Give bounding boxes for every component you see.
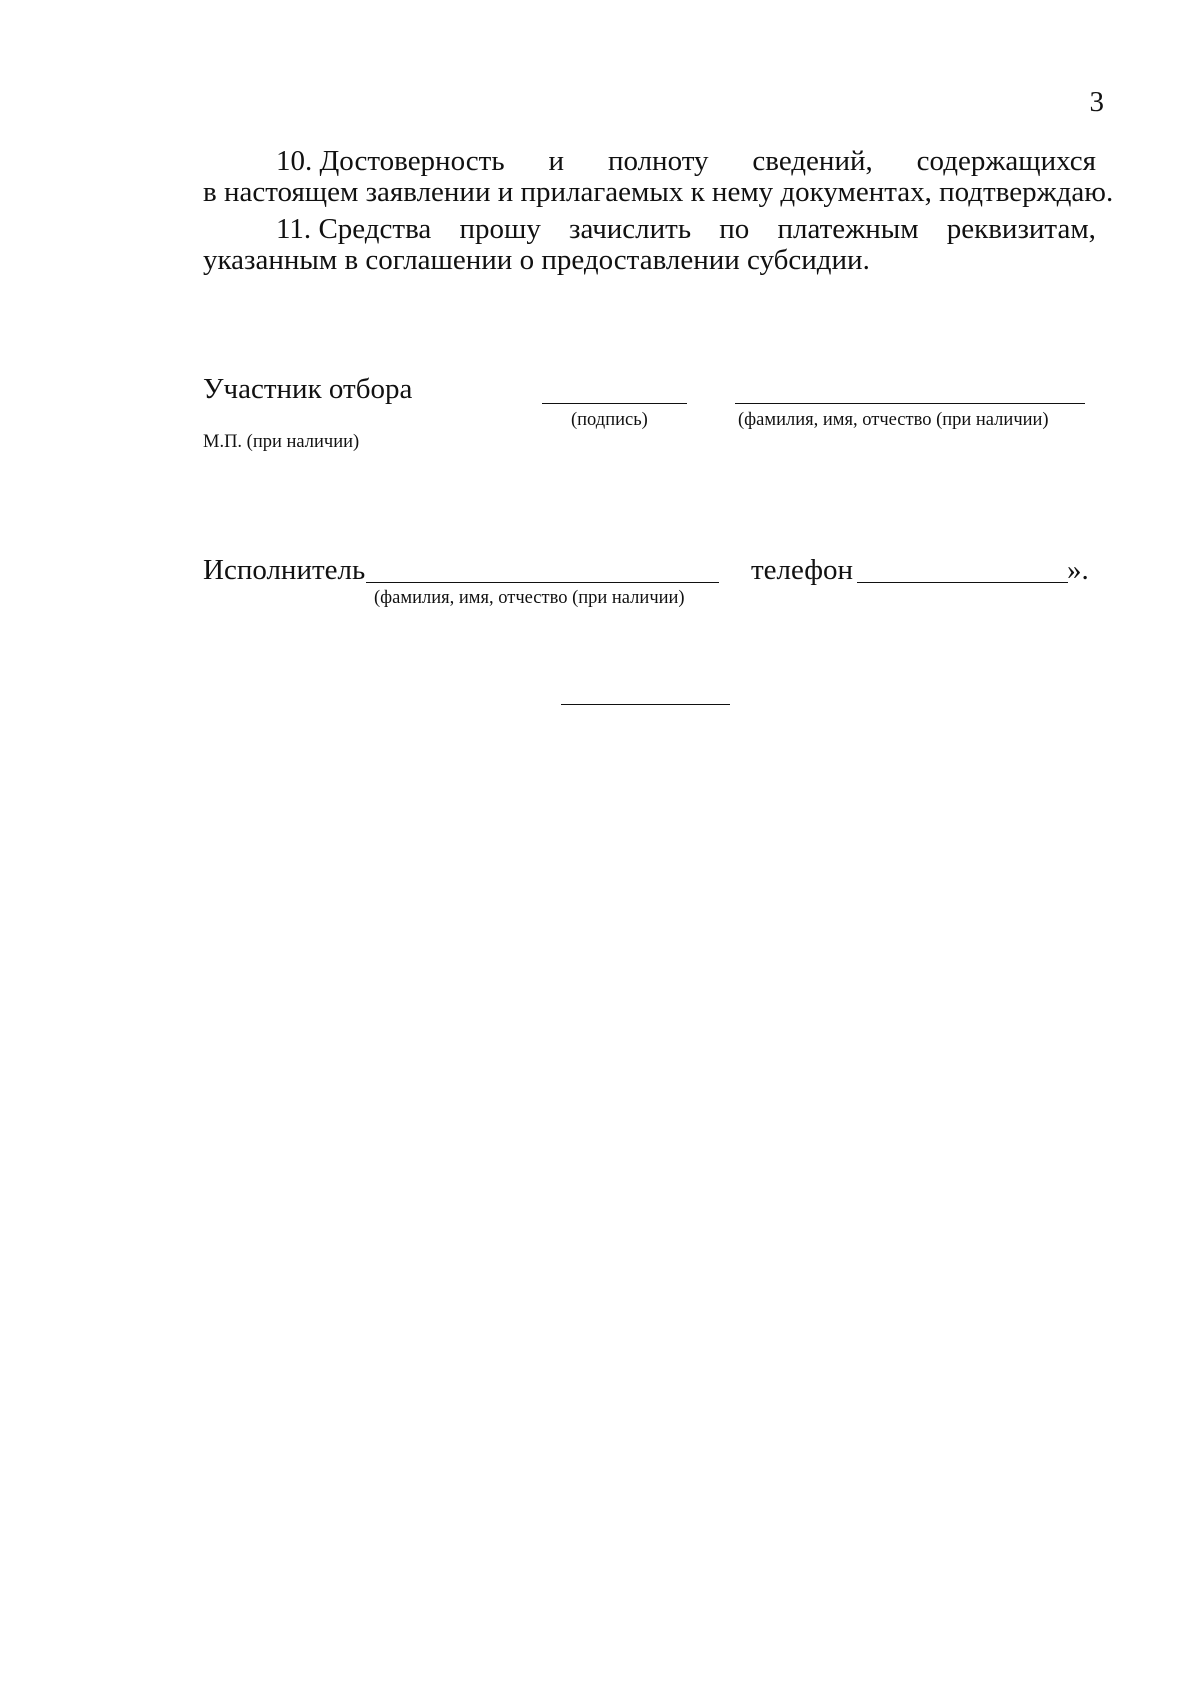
paragraph-number: 11. Средства <box>276 213 432 245</box>
paragraph-word: сведений, <box>752 145 873 177</box>
paragraph-word: прошу <box>459 213 541 245</box>
paragraph-word: полноту <box>607 145 709 177</box>
paragraph-number: 10. Достоверность <box>276 145 505 177</box>
signature-caption: (подпись) <box>571 410 648 430</box>
executor-name-caption: (фамилия, имя, отчество (при наличии) <box>374 588 685 608</box>
participant-name-caption: (фамилия, имя, отчество (при наличии) <box>738 410 1049 430</box>
paragraph-10-first-line <box>203 146 1096 177</box>
stamp-caption: М.П. (при наличии) <box>203 432 360 452</box>
page-number: 3 <box>1089 86 1104 118</box>
executor-name-line <box>366 582 719 583</box>
signature-line <box>542 403 687 404</box>
closing-quote: ». <box>1067 554 1089 586</box>
paragraph-word: платежным <box>777 213 919 245</box>
paragraph-10 <box>203 145 1114 208</box>
phone-label: телефон <box>751 554 854 586</box>
participant-name-line <box>735 403 1085 404</box>
paragraph-11-first-line <box>203 214 1096 245</box>
paragraph-word: реквизитам, <box>946 213 1096 245</box>
paragraph-10-continuation: в настоящем заявлении и прилагаемых к нему документах, подтверждаю. <box>203 176 1114 208</box>
paragraph-word: по <box>719 213 750 245</box>
end-divider <box>561 704 730 705</box>
paragraph-word: зачислить <box>569 213 692 245</box>
paragraph-11 <box>203 214 1096 276</box>
executor-label: Исполнитель <box>203 554 366 586</box>
phone-line <box>857 582 1068 583</box>
participant-label: Участник отбора <box>203 373 413 405</box>
paragraph-11-continuation: указанным в соглашении о предоставлении субсидии. <box>203 244 870 276</box>
paragraph-word: содержащихся <box>916 145 1096 177</box>
paragraph-word: и <box>548 145 565 177</box>
